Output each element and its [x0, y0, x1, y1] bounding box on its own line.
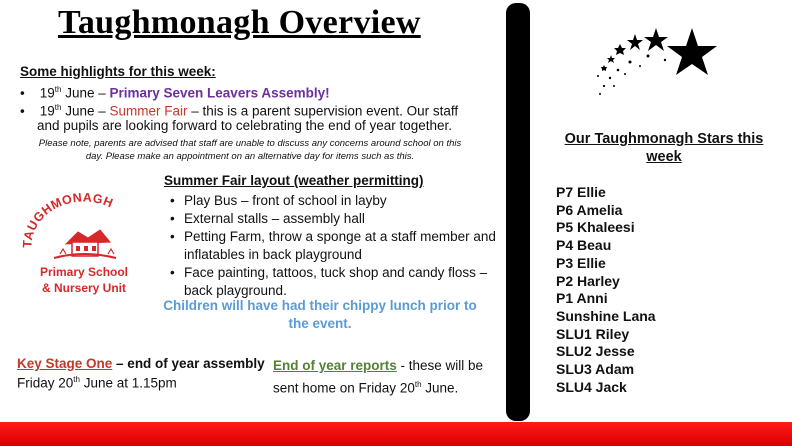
reports-notice: [273, 356, 483, 398]
star-pupil: SLU2 Jesse: [556, 343, 635, 360]
logo-line-2: & Nursery Unit: [41, 281, 127, 295]
star-pupil: P3 Ellie: [556, 254, 606, 271]
star-pupil: P6 Amelia: [556, 201, 623, 218]
summer-fair-desc-1: – this is a parent supervision event. Our staff: [187, 103, 459, 119]
logo-line-1: Primary School: [39, 265, 129, 279]
bullet: •: [20, 85, 40, 101]
shooting-stars-icon: [560, 10, 730, 110]
leavers-assembly-text: Primary Seven Leavers Assembly!: [109, 85, 330, 101]
star-pupil: P2 Harley: [556, 272, 620, 289]
date-rest: June –: [61, 85, 110, 101]
bottom-red-bar: [0, 422, 792, 446]
vertical-divider: [506, 3, 530, 421]
key-stage-heading: [17, 356, 265, 371]
star-pupil: SLU3 Adam: [556, 361, 635, 378]
layout-item: [170, 228, 496, 264]
star-pupil: P7 Ellie: [556, 184, 606, 200]
bullet: •: [170, 193, 175, 208]
layout-item-text: External stalls – assembly hall: [184, 211, 365, 226]
star-pupil: SLU1 Riley: [556, 325, 630, 342]
star-pupil: Sunshine Lana: [556, 307, 656, 324]
date-suffix: th: [54, 85, 62, 94]
chippy-lunch-note: Children will have had their chippy lunch prior to the event.: [163, 298, 477, 331]
date-num: 19: [39, 85, 55, 101]
reports-text-1: - these will be: [396, 358, 484, 373]
fair-layout-heading: Summer Fair layout (weather permitting): [164, 173, 424, 188]
highlights-heading: Some highlights for this week:: [20, 64, 216, 79]
key-stage-date-suffix: th: [73, 375, 80, 384]
summer-fair-desc-2: and pupils are looking forward to celebrating the end of year together.: [37, 118, 453, 133]
page-title: Taughmonagh Overview: [58, 4, 421, 41]
star-pupil: P1 Anni: [556, 290, 608, 307]
reports-text-2-suffix: th: [414, 380, 422, 389]
star-pupil: SLU4 Jack: [556, 378, 627, 395]
date-rest: June –: [61, 103, 110, 119]
layout-item: [170, 192, 484, 210]
layout-item: [170, 264, 496, 300]
date-suffix: th: [54, 103, 62, 112]
school-logo: [14, 192, 154, 302]
stars-list: [556, 184, 656, 396]
layout-item: [170, 210, 484, 228]
key-stage-date-pre: Friday 20: [17, 375, 74, 391]
key-stage-date: [17, 375, 177, 391]
reports-text-2-post: June.: [421, 380, 459, 396]
parents-note: Please note, parents are advised that staff are unable to discuss any concerns around school on this day. Please make an appointment on an alternative day for items such as this.: [38, 138, 462, 162]
bullet: •: [20, 103, 40, 119]
castle-icon: [54, 230, 116, 258]
reports-heading: End of year reports: [273, 358, 397, 373]
key-stage-date-post: June at 1.15pm: [79, 375, 177, 391]
key-stage-label: Key Stage One: [17, 356, 113, 371]
star-pupil: P5 Khaleesi: [556, 219, 635, 236]
layout-item-text: Face painting, tattoos, tuck shop and candy floss – back playground.: [184, 265, 488, 298]
bullet: •: [170, 211, 175, 226]
layout-item-text: Petting Farm, throw a sponge at a staff member and inflatables in back playground: [184, 229, 496, 262]
summer-fair-text: Summer Fair: [109, 103, 188, 119]
layout-item-text: Play Bus – front of school in layby: [184, 193, 387, 208]
logo-school-name: TAUGHMONAGH: [20, 192, 116, 249]
date-num: 19: [39, 103, 55, 119]
stars-heading: Our Taughmonagh Stars this week: [564, 131, 764, 165]
bullet: •: [170, 229, 175, 244]
star-pupil: P4 Beau: [556, 237, 612, 254]
reports-text-2-pre: sent home on Friday 20: [273, 380, 415, 396]
key-stage-rest: – end of year assembly: [112, 356, 265, 371]
bullet: •: [170, 265, 175, 280]
